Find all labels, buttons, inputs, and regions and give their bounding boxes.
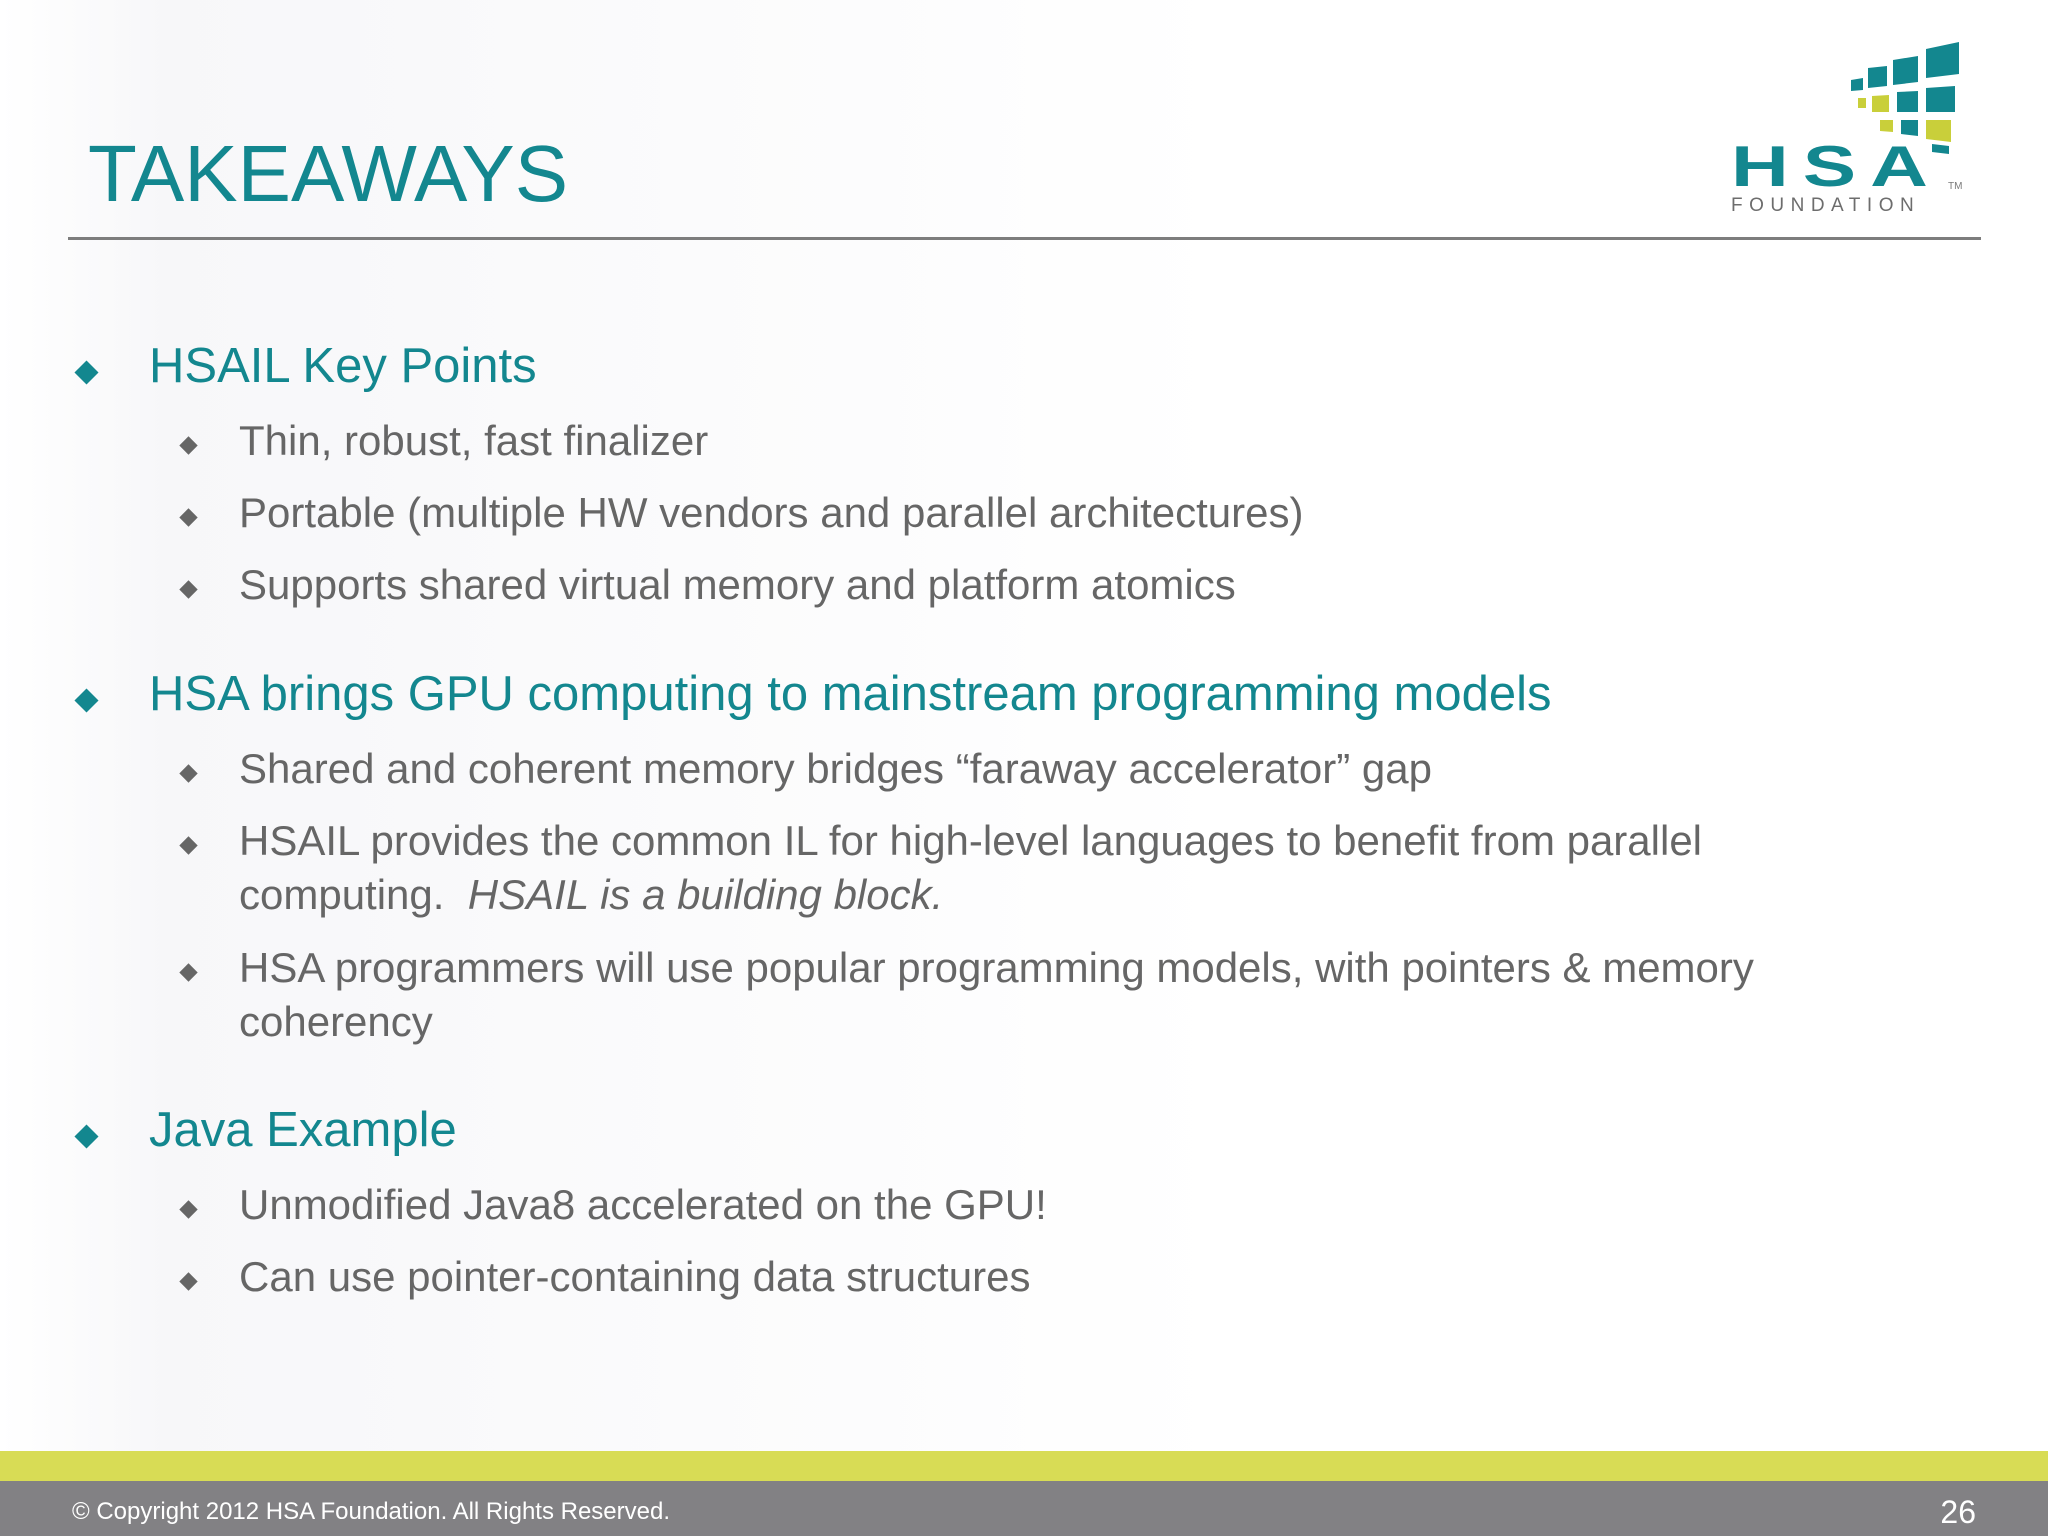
diamond-bullet-icon [74, 1124, 98, 1148]
diamond-bullet-icon [179, 1200, 197, 1218]
list-item: Unmodified Java8 accelerated on the GPU! [239, 1181, 1047, 1228]
list-item: Thin, robust, fast finalizer [239, 417, 709, 464]
list-item [239, 814, 1939, 922]
diamond-bullet-icon [179, 1272, 197, 1290]
list-item-line: HSAIL provides the common IL for high-level languages to benefit from parallel [239, 817, 1703, 864]
diamond-bullet-icon [74, 688, 98, 712]
section-heading: HSAIL Key Points [149, 339, 537, 393]
diamond-bullet-icon [74, 360, 98, 384]
footer-accent-band [0, 1451, 2048, 1481]
list-item: Supports shared virtual memory and platform atomics [239, 561, 1236, 608]
diamond-bullet-icon [179, 836, 197, 854]
list-item: Shared and coherent memory bridges “faraway accelerator” gap [239, 745, 1432, 792]
diamond-bullet-icon [179, 963, 197, 981]
section-heading: Java Example [149, 1103, 457, 1157]
list-item [239, 941, 1939, 1049]
logo-wordmark: HSA [1731, 134, 1942, 199]
list-item: Portable (multiple HW vendors and parallel architectures) [239, 489, 1304, 536]
diamond-bullet-icon [179, 436, 197, 454]
diamond-bullet-icon [179, 580, 197, 598]
list-item-emphasis: HSAIL is a building block. [467, 871, 944, 918]
logo-subtitle: FOUNDATION [1731, 195, 1921, 216]
footer-copyright: © Copyright 2012 HSA Foundation. All Rights Reserved. [72, 1498, 671, 1525]
diamond-bullet-icon [179, 508, 197, 526]
list-item-line: HSA programmers will use popular programming models, with pointers & memory [239, 944, 1754, 991]
hsa-foundation-logo [1725, 38, 1970, 223]
list-item-line [239, 868, 1939, 922]
diamond-bullet-icon [179, 764, 197, 782]
logo-trademark: TM [1948, 181, 1963, 192]
list-item: Can use pointer-containing data structures [239, 1253, 1031, 1300]
slide-title: TAKEAWAYS [88, 129, 569, 218]
section-heading: HSA brings GPU computing to mainstream programming models [149, 667, 1552, 721]
list-item-text: computing. [239, 871, 468, 918]
title-divider [68, 237, 1981, 240]
list-item-line: coherency [239, 998, 433, 1045]
page-number: 26 [1940, 1494, 1976, 1530]
